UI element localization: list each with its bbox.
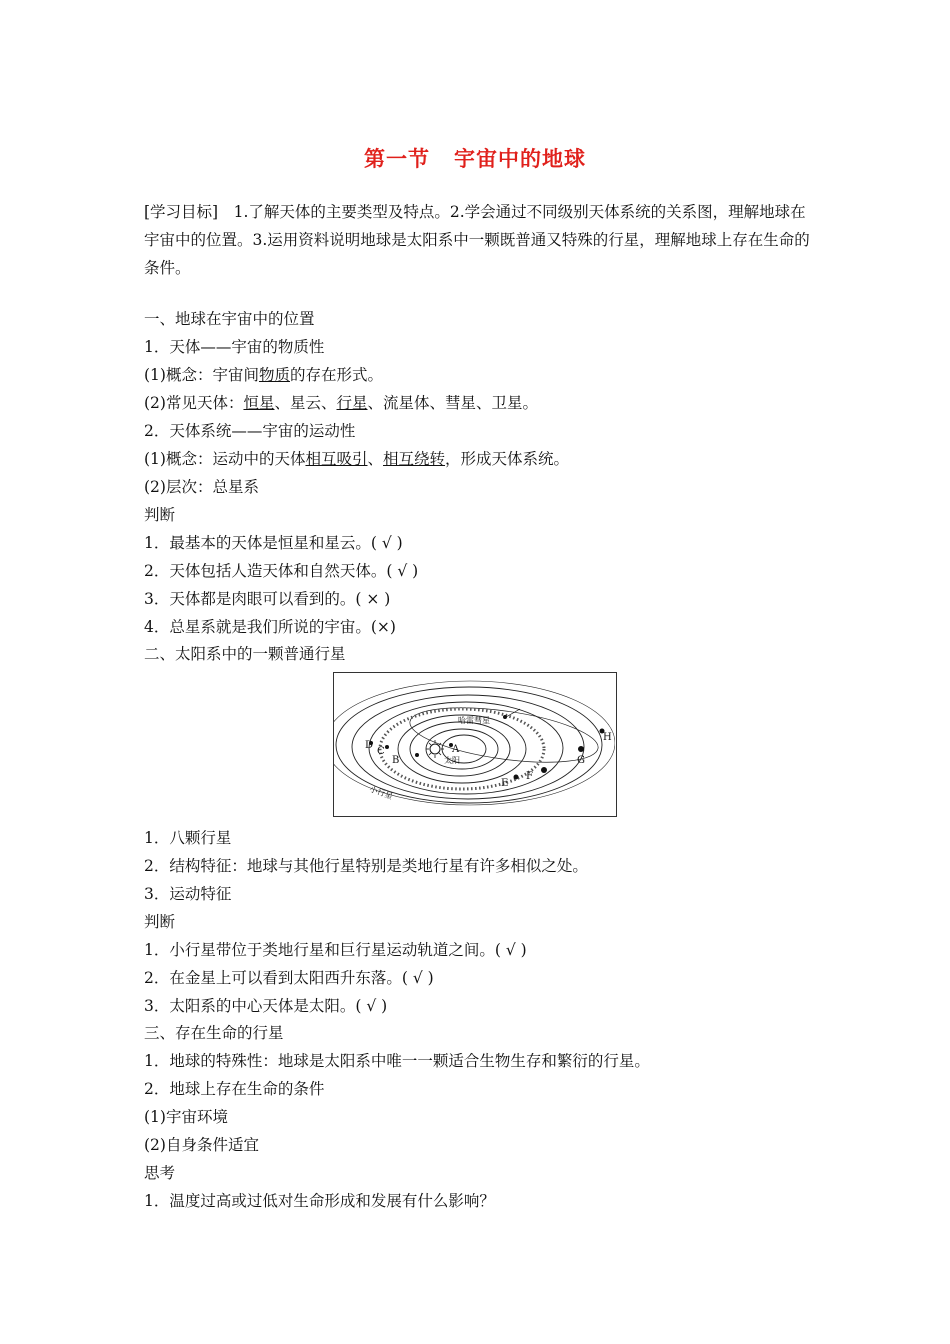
sun-label: 太阳 bbox=[444, 756, 460, 765]
judge-item: 3．天体都是肉眼可以看到的。( × ) bbox=[144, 590, 391, 608]
title-text: 宇宙中的地球 bbox=[454, 146, 586, 171]
common-bodies-line: (2)常见天体：恒星、星云、行星、流星体、彗星、卫星。 bbox=[144, 394, 539, 412]
comet-label: 哈雷彗星 bbox=[458, 716, 490, 725]
think-item: 1．温度过高或过低对生命形成和发展有什么影响？ bbox=[144, 1192, 495, 1210]
judge-item: 2．在金星上可以看到太阳西升东落。( √ ) bbox=[144, 969, 434, 987]
section3-heading: 三、存在生命的行星 bbox=[144, 1024, 284, 1042]
section3-item1: 1．地球的特殊性：地球是太阳系中唯一一颗适合生物生存和繁衍的行星。 bbox=[144, 1052, 650, 1070]
asteroid-label: 小行星 bbox=[368, 784, 394, 802]
solar-system-diagram bbox=[333, 672, 617, 817]
planet-label: F bbox=[526, 771, 533, 782]
system-concept-line: (1)概念：运动中的天体相互吸引、相互绕转，形成天体系统。 bbox=[144, 450, 570, 468]
section2-heading: 二、太阳系中的一颗普通行星 bbox=[144, 645, 346, 663]
planet-label: C bbox=[377, 746, 385, 757]
section2-item1: 1．八颗行星 bbox=[144, 829, 232, 847]
judge-item: 3．太阳系的中心天体是太阳。( √ ) bbox=[144, 997, 388, 1015]
answer-orbit: 相互绕转 bbox=[383, 450, 446, 468]
planet-label: G bbox=[577, 755, 585, 766]
planet-label: A bbox=[452, 744, 460, 755]
judge-label-1: 判断 bbox=[144, 506, 176, 524]
planet-label: D bbox=[365, 740, 374, 751]
section1-item2: 2．天体系统——宇宙的运动性 bbox=[144, 422, 356, 440]
condition-1: (1)宇宙环境 bbox=[144, 1108, 228, 1126]
answer-material: 物质 bbox=[258, 366, 290, 384]
section1-heading: 一、地球在宇宙中的位置 bbox=[144, 310, 315, 328]
judge-item: 4．总星系就是我们所说的宇宙。(×) bbox=[144, 618, 396, 636]
planet-label: B bbox=[392, 755, 400, 766]
think-label: 思考 bbox=[144, 1164, 176, 1182]
section1-item1: 1．天体——宇宙的物质性 bbox=[144, 338, 325, 356]
answer-star: 恒星 bbox=[243, 394, 275, 412]
section2-item2: 2．结构特征：地球与其他行星特别是类地行星有许多相似之处。 bbox=[144, 857, 588, 875]
answer-planet: 行星 bbox=[336, 394, 368, 412]
section2-item3: 3．运动特征 bbox=[144, 885, 232, 903]
sun-icon bbox=[426, 740, 444, 758]
judge-item: 2．天体包括人造天体和自然天体。( √ ) bbox=[144, 562, 419, 580]
planet-label: H bbox=[603, 732, 612, 743]
condition-2: (2)自身条件适宜 bbox=[144, 1136, 259, 1154]
planet-label: E bbox=[501, 778, 509, 789]
section3-item2: 2．地球上存在生命的条件 bbox=[144, 1080, 325, 1098]
answer-attract: 相互吸引 bbox=[305, 450, 368, 468]
title-section-number: 第一节 bbox=[364, 146, 430, 171]
page-title bbox=[0, 143, 950, 173]
levels-line: (2)层次：总星系 bbox=[144, 478, 259, 496]
judge-item: 1．最基本的天体是恒星和星云。( √ ) bbox=[144, 534, 403, 552]
concept-line: (1)概念：宇宙间物质的存在形式。 bbox=[144, 366, 383, 384]
judge-item: 1．小行星带位于类地行星和巨行星运动轨道之间。( √ ) bbox=[144, 941, 527, 959]
judge-label-2: 判断 bbox=[144, 913, 176, 931]
learning-objectives: [学习目标] 1.了解天体的主要类型及特点。2.学会通过不同级别天体系统的关系图，理解地球在宇宙中的位置。3.运用资料说明地球是太阳系中一颗既普通又特殊的行星，理解地球上存在生命的条件。 bbox=[144, 203, 810, 277]
